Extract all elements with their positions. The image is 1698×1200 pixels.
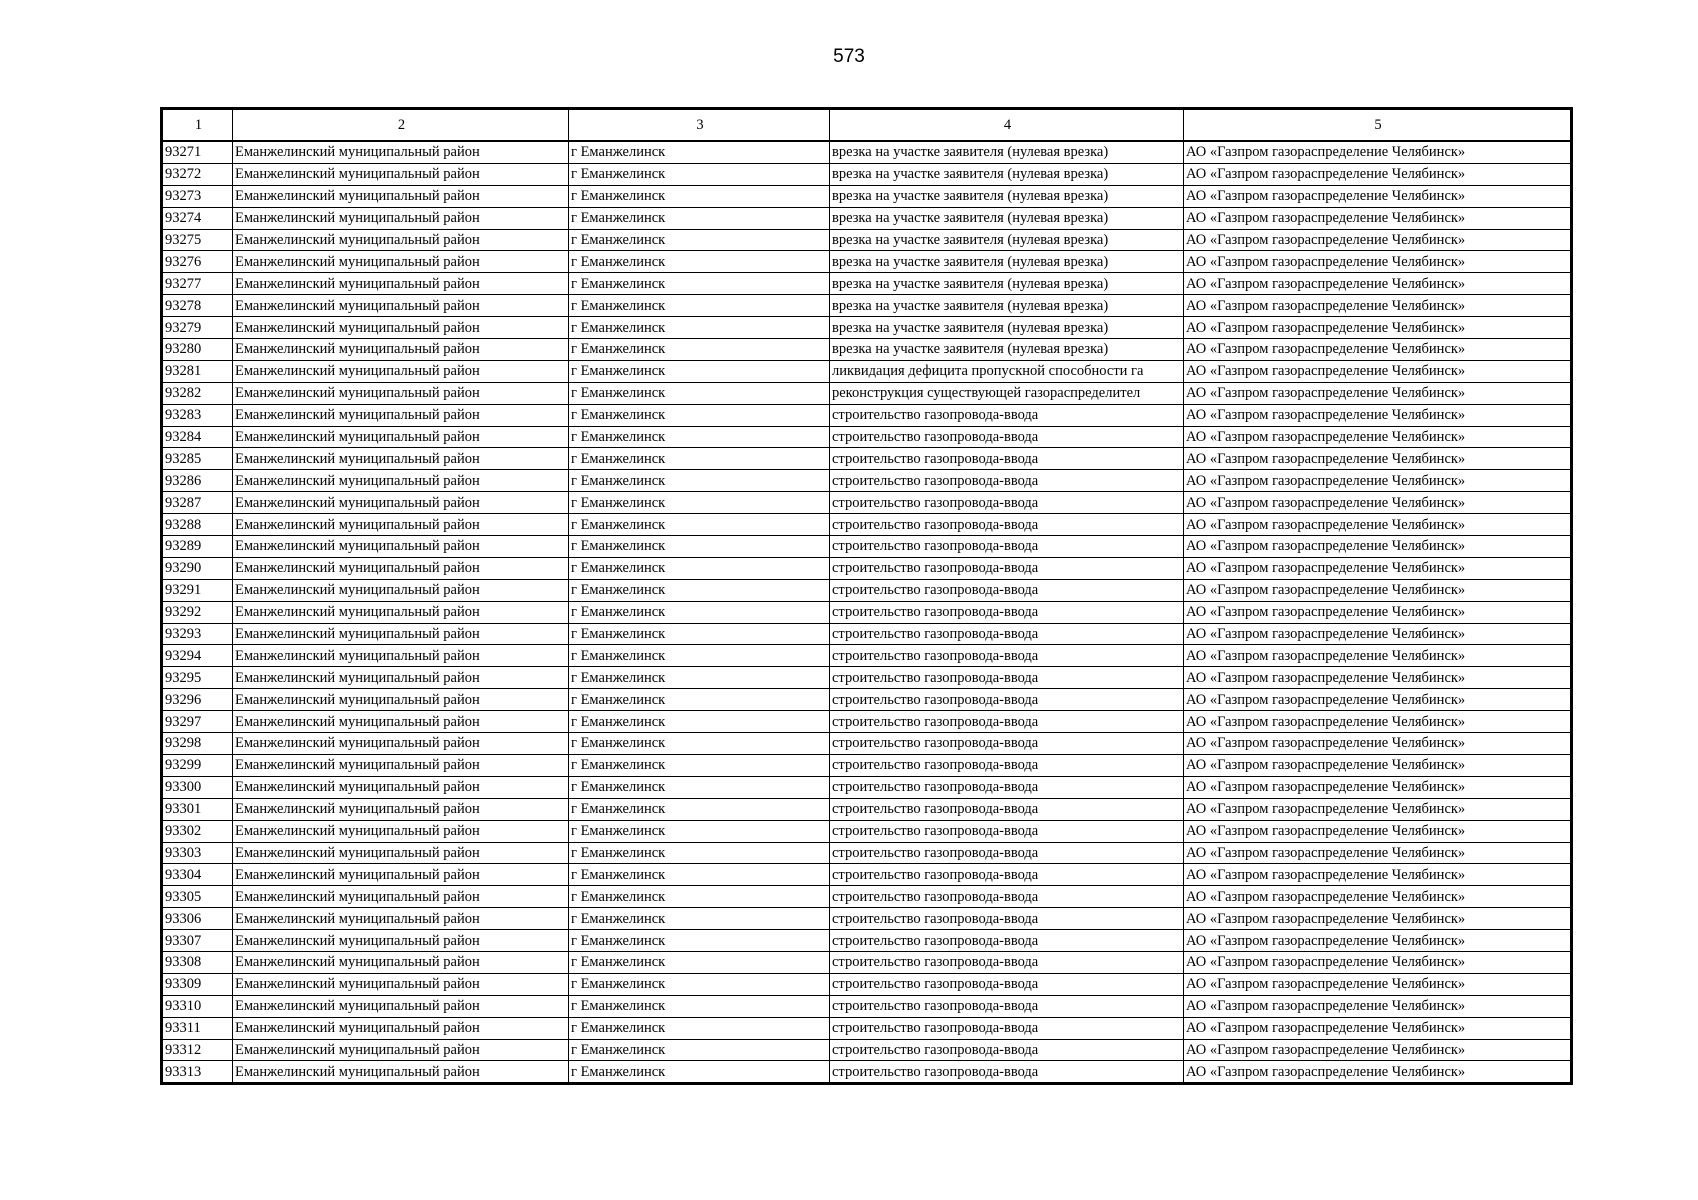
column-header-2: 2: [233, 110, 569, 142]
data-table: [162, 109, 1571, 1083]
table-row: [163, 360, 1571, 382]
locality-cell: г Еманжелинск: [569, 339, 830, 361]
table-row: [163, 711, 1571, 733]
row-number-cell: 93305: [163, 886, 233, 908]
district-cell: Еманжелинский муниципальный район: [233, 951, 569, 973]
work-type-cell: строительство газопровода-ввода: [830, 711, 1184, 733]
organization-cell: АО «Газпром газораспределение Челябинск»: [1184, 995, 1571, 1017]
district-cell: Еманжелинский муниципальный район: [233, 185, 569, 207]
organization-cell: АО «Газпром газораспределение Челябинск»: [1184, 273, 1571, 295]
row-number-cell: 93293: [163, 623, 233, 645]
locality-cell: г Еманжелинск: [569, 295, 830, 317]
row-number-cell: 93271: [163, 141, 233, 163]
organization-cell: АО «Газпром газораспределение Челябинск»: [1184, 798, 1571, 820]
work-type-cell: строительство газопровода-ввода: [830, 470, 1184, 492]
district-cell: Еманжелинский муниципальный район: [233, 251, 569, 273]
row-number-cell: 93280: [163, 339, 233, 361]
table-row: [163, 317, 1571, 339]
locality-cell: г Еманжелинск: [569, 754, 830, 776]
table-row: [163, 995, 1571, 1017]
locality-cell: г Еманжелинск: [569, 492, 830, 514]
work-type-cell: строительство газопровода-ввода: [830, 798, 1184, 820]
organization-cell: АО «Газпром газораспределение Челябинск»: [1184, 601, 1571, 623]
locality-cell: г Еманжелинск: [569, 1017, 830, 1039]
locality-cell: г Еманжелинск: [569, 776, 830, 798]
row-number-cell: 93312: [163, 1039, 233, 1061]
row-number-cell: 93310: [163, 995, 233, 1017]
table-body: [163, 141, 1571, 1083]
row-number-cell: 93279: [163, 317, 233, 339]
row-number-cell: 93286: [163, 470, 233, 492]
locality-cell: г Еманжелинск: [569, 360, 830, 382]
work-type-cell: врезка на участке заявителя (нулевая врезка): [830, 229, 1184, 251]
table-row: [163, 864, 1571, 886]
row-number-cell: 93292: [163, 601, 233, 623]
district-cell: Еманжелинский муниципальный район: [233, 711, 569, 733]
organization-cell: АО «Газпром газораспределение Челябинск»: [1184, 930, 1571, 952]
locality-cell: г Еманжелинск: [569, 470, 830, 492]
district-cell: Еманжелинский муниципальный район: [233, 317, 569, 339]
table-row: [163, 207, 1571, 229]
row-number-cell: 93273: [163, 185, 233, 207]
district-cell: Еманжелинский муниципальный район: [233, 973, 569, 995]
work-type-cell: строительство газопровода-ввода: [830, 733, 1184, 755]
work-type-cell: врезка на участке заявителя (нулевая врезка): [830, 163, 1184, 185]
district-cell: Еманжелинский муниципальный район: [233, 623, 569, 645]
organization-cell: АО «Газпром газораспределение Челябинск»: [1184, 951, 1571, 973]
locality-cell: г Еманжелинск: [569, 1039, 830, 1061]
row-number-cell: 93288: [163, 514, 233, 536]
locality-cell: г Еманжелинск: [569, 864, 830, 886]
locality-cell: г Еманжелинск: [569, 163, 830, 185]
table-header: [163, 110, 1571, 142]
locality-cell: г Еманжелинск: [569, 733, 830, 755]
table-row: [163, 185, 1571, 207]
row-number-cell: 93299: [163, 754, 233, 776]
work-type-cell: строительство газопровода-ввода: [830, 995, 1184, 1017]
district-cell: Еманжелинский муниципальный район: [233, 207, 569, 229]
column-header-1: 1: [163, 110, 233, 142]
work-type-cell: строительство газопровода-ввода: [830, 842, 1184, 864]
district-cell: Еманжелинский муниципальный район: [233, 1039, 569, 1061]
organization-cell: АО «Газпром газораспределение Челябинск»: [1184, 207, 1571, 229]
row-number-cell: 93296: [163, 689, 233, 711]
work-type-cell: строительство газопровода-ввода: [830, 820, 1184, 842]
row-number-cell: 93298: [163, 733, 233, 755]
row-number-cell: 93291: [163, 579, 233, 601]
locality-cell: г Еманжелинск: [569, 623, 830, 645]
work-type-cell: строительство газопровода-ввода: [830, 492, 1184, 514]
table-row: [163, 623, 1571, 645]
column-header-3: 3: [569, 110, 830, 142]
organization-cell: АО «Газпром газораспределение Челябинск»: [1184, 141, 1571, 163]
district-cell: Еманжелинский муниципальный район: [233, 536, 569, 558]
organization-cell: АО «Газпром газораспределение Челябинск»: [1184, 185, 1571, 207]
work-type-cell: строительство газопровода-ввода: [830, 579, 1184, 601]
column-header-5: 5: [1184, 110, 1571, 142]
district-cell: Еманжелинский муниципальный район: [233, 995, 569, 1017]
locality-cell: г Еманжелинск: [569, 842, 830, 864]
organization-cell: АО «Газпром газораспределение Челябинск»: [1184, 448, 1571, 470]
table-row: [163, 908, 1571, 930]
district-cell: Еманжелинский муниципальный район: [233, 295, 569, 317]
row-number-cell: 93307: [163, 930, 233, 952]
row-number-cell: 93294: [163, 645, 233, 667]
organization-cell: АО «Газпром газораспределение Челябинск»: [1184, 820, 1571, 842]
organization-cell: АО «Газпром газораспределение Челябинск»: [1184, 886, 1571, 908]
work-type-cell: строительство газопровода-ввода: [830, 448, 1184, 470]
row-number-cell: 93281: [163, 360, 233, 382]
table-row: [163, 820, 1571, 842]
row-number-cell: 93301: [163, 798, 233, 820]
district-cell: Еманжелинский муниципальный район: [233, 492, 569, 514]
work-type-cell: строительство газопровода-ввода: [830, 426, 1184, 448]
district-cell: Еманжелинский муниципальный район: [233, 601, 569, 623]
row-number-cell: 93274: [163, 207, 233, 229]
table-row: [163, 295, 1571, 317]
table-row: [163, 229, 1571, 251]
work-type-cell: врезка на участке заявителя (нулевая врезка): [830, 339, 1184, 361]
district-cell: Еманжелинский муниципальный район: [233, 689, 569, 711]
district-cell: Еманжелинский муниципальный район: [233, 163, 569, 185]
table-row: [163, 667, 1571, 689]
organization-cell: АО «Газпром газораспределение Челябинск»: [1184, 842, 1571, 864]
organization-cell: АО «Газпром газораспределение Челябинск»: [1184, 514, 1571, 536]
organization-cell: АО «Газпром газораспределение Челябинск»: [1184, 711, 1571, 733]
district-cell: Еманжелинский муниципальный район: [233, 864, 569, 886]
locality-cell: г Еманжелинск: [569, 579, 830, 601]
organization-cell: АО «Газпром газораспределение Челябинск»: [1184, 426, 1571, 448]
row-number-cell: 93289: [163, 536, 233, 558]
district-cell: Еманжелинский муниципальный район: [233, 886, 569, 908]
work-type-cell: врезка на участке заявителя (нулевая врезка): [830, 317, 1184, 339]
organization-cell: АО «Газпром газораспределение Челябинск»: [1184, 645, 1571, 667]
organization-cell: АО «Газпром газораспределение Челябинск»: [1184, 973, 1571, 995]
work-type-cell: врезка на участке заявителя (нулевая врезка): [830, 295, 1184, 317]
table-row: [163, 426, 1571, 448]
locality-cell: г Еманжелинск: [569, 711, 830, 733]
row-number-cell: 93284: [163, 426, 233, 448]
work-type-cell: строительство газопровода-ввода: [830, 864, 1184, 886]
district-cell: Еманжелинский муниципальный район: [233, 339, 569, 361]
table-row: [163, 798, 1571, 820]
organization-cell: АО «Газпром газораспределение Челябинск»: [1184, 908, 1571, 930]
table-row: [163, 470, 1571, 492]
district-cell: Еманжелинский муниципальный район: [233, 842, 569, 864]
organization-cell: АО «Газпром газораспределение Челябинск»: [1184, 492, 1571, 514]
row-number-cell: 93313: [163, 1061, 233, 1083]
district-cell: Еманжелинский муниципальный район: [233, 579, 569, 601]
row-number-cell: 93306: [163, 908, 233, 930]
table-row: [163, 1039, 1571, 1061]
locality-cell: г Еманжелинск: [569, 229, 830, 251]
district-cell: Еманжелинский муниципальный район: [233, 754, 569, 776]
organization-cell: АО «Газпром газораспределение Челябинск»: [1184, 557, 1571, 579]
work-type-cell: строительство газопровода-ввода: [830, 623, 1184, 645]
organization-cell: АО «Газпром газораспределение Челябинск»: [1184, 1017, 1571, 1039]
table-row: [163, 448, 1571, 470]
locality-cell: г Еманжелинск: [569, 557, 830, 579]
work-type-cell: строительство газопровода-ввода: [830, 930, 1184, 952]
district-cell: Еманжелинский муниципальный район: [233, 908, 569, 930]
work-type-cell: строительство газопровода-ввода: [830, 689, 1184, 711]
locality-cell: г Еманжелинск: [569, 273, 830, 295]
locality-cell: г Еманжелинск: [569, 317, 830, 339]
organization-cell: АО «Газпром газораспределение Челябинск»: [1184, 360, 1571, 382]
district-cell: Еманжелинский муниципальный район: [233, 776, 569, 798]
work-type-cell: строительство газопровода-ввода: [830, 667, 1184, 689]
organization-cell: АО «Газпром газораспределение Челябинск»: [1184, 470, 1571, 492]
work-type-cell: строительство газопровода-ввода: [830, 908, 1184, 930]
organization-cell: АО «Газпром газораспределение Челябинск»: [1184, 733, 1571, 755]
organization-cell: АО «Газпром газораспределение Челябинск»: [1184, 579, 1571, 601]
work-type-cell: врезка на участке заявителя (нулевая врезка): [830, 141, 1184, 163]
work-type-cell: строительство газопровода-ввода: [830, 557, 1184, 579]
work-type-cell: строительство газопровода-ввода: [830, 886, 1184, 908]
locality-cell: г Еманжелинск: [569, 930, 830, 952]
district-cell: Еманжелинский муниципальный район: [233, 557, 569, 579]
row-number-cell: 93282: [163, 382, 233, 404]
work-type-cell: врезка на участке заявителя (нулевая врезка): [830, 185, 1184, 207]
organization-cell: АО «Газпром газораспределение Челябинск»: [1184, 1039, 1571, 1061]
locality-cell: г Еманжелинск: [569, 645, 830, 667]
district-cell: Еманжелинский муниципальный район: [233, 798, 569, 820]
district-cell: Еманжелинский муниципальный район: [233, 733, 569, 755]
locality-cell: г Еманжелинск: [569, 141, 830, 163]
row-number-cell: 93308: [163, 951, 233, 973]
row-number-cell: 93285: [163, 448, 233, 470]
locality-cell: г Еманжелинск: [569, 448, 830, 470]
organization-cell: АО «Газпром газораспределение Челябинск»: [1184, 667, 1571, 689]
row-number-cell: 93276: [163, 251, 233, 273]
locality-cell: г Еманжелинск: [569, 382, 830, 404]
row-number-cell: 93287: [163, 492, 233, 514]
district-cell: Еманжелинский муниципальный район: [233, 1017, 569, 1039]
page-number: 573: [833, 46, 865, 67]
row-number-cell: 93311: [163, 1017, 233, 1039]
organization-cell: АО «Газпром газораспределение Челябинск»: [1184, 251, 1571, 273]
table-row: [163, 842, 1571, 864]
locality-cell: г Еманжелинск: [569, 1061, 830, 1083]
row-number-cell: 93283: [163, 404, 233, 426]
district-cell: Еманжелинский муниципальный район: [233, 514, 569, 536]
table-row: [163, 601, 1571, 623]
row-number-cell: 93277: [163, 273, 233, 295]
locality-cell: г Еманжелинск: [569, 908, 830, 930]
organization-cell: АО «Газпром газораспределение Челябинск»: [1184, 295, 1571, 317]
table-row: [163, 404, 1571, 426]
table-row: [163, 382, 1571, 404]
row-number-cell: 93297: [163, 711, 233, 733]
organization-cell: АО «Газпром газораспределение Челябинск»: [1184, 339, 1571, 361]
work-type-cell: строительство газопровода-ввода: [830, 536, 1184, 558]
organization-cell: АО «Газпром газораспределение Челябинск»: [1184, 864, 1571, 886]
row-number-cell: 93309: [163, 973, 233, 995]
work-type-cell: строительство газопровода-ввода: [830, 754, 1184, 776]
table-row: [163, 733, 1571, 755]
row-number-cell: 93275: [163, 229, 233, 251]
work-type-cell: врезка на участке заявителя (нулевая врезка): [830, 207, 1184, 229]
table-row: [163, 514, 1571, 536]
work-type-cell: строительство газопровода-ввода: [830, 404, 1184, 426]
work-type-cell: строительство газопровода-ввода: [830, 1061, 1184, 1083]
locality-cell: г Еманжелинск: [569, 951, 830, 973]
row-number-cell: 93272: [163, 163, 233, 185]
locality-cell: г Еманжелинск: [569, 995, 830, 1017]
locality-cell: г Еманжелинск: [569, 251, 830, 273]
work-type-cell: врезка на участке заявителя (нулевая врезка): [830, 273, 1184, 295]
organization-cell: АО «Газпром газораспределение Челябинск»: [1184, 382, 1571, 404]
table-row: [163, 557, 1571, 579]
work-type-cell: реконструкция существующей газораспределител: [830, 382, 1184, 404]
locality-cell: г Еманжелинск: [569, 404, 830, 426]
row-number-cell: 93303: [163, 842, 233, 864]
locality-cell: г Еманжелинск: [569, 973, 830, 995]
table-row: [163, 951, 1571, 973]
district-cell: Еманжелинский муниципальный район: [233, 448, 569, 470]
work-type-cell: строительство газопровода-ввода: [830, 601, 1184, 623]
locality-cell: г Еманжелинск: [569, 514, 830, 536]
table-row: [163, 1017, 1571, 1039]
work-type-cell: строительство газопровода-ввода: [830, 973, 1184, 995]
work-type-cell: строительство газопровода-ввода: [830, 1017, 1184, 1039]
organization-cell: АО «Газпром газораспределение Челябинск»: [1184, 1061, 1571, 1083]
district-cell: Еманжелинский муниципальный район: [233, 141, 569, 163]
work-type-cell: ликвидация дефицита пропускной способности га: [830, 360, 1184, 382]
organization-cell: АО «Газпром газораспределение Челябинск»: [1184, 689, 1571, 711]
organization-cell: АО «Газпром газораспределение Челябинск»: [1184, 754, 1571, 776]
header-row: [163, 110, 1571, 142]
table-row: [163, 339, 1571, 361]
locality-cell: г Еманжелинск: [569, 207, 830, 229]
locality-cell: г Еманжелинск: [569, 601, 830, 623]
organization-cell: АО «Газпром газораспределение Челябинск»: [1184, 229, 1571, 251]
organization-cell: АО «Газпром газораспределение Челябинск»: [1184, 776, 1571, 798]
work-type-cell: врезка на участке заявителя (нулевая врезка): [830, 251, 1184, 273]
table-row: [163, 536, 1571, 558]
district-cell: Еманжелинский муниципальный район: [233, 426, 569, 448]
row-number-cell: 93304: [163, 864, 233, 886]
table-row: [163, 251, 1571, 273]
locality-cell: г Еманжелинск: [569, 689, 830, 711]
district-cell: Еманжелинский муниципальный район: [233, 1061, 569, 1083]
table-row: [163, 273, 1571, 295]
table-row: [163, 776, 1571, 798]
column-header-4: 4: [830, 110, 1184, 142]
district-cell: Еманжелинский муниципальный район: [233, 382, 569, 404]
locality-cell: г Еманжелинск: [569, 536, 830, 558]
work-type-cell: строительство газопровода-ввода: [830, 645, 1184, 667]
work-type-cell: строительство газопровода-ввода: [830, 514, 1184, 536]
locality-cell: г Еманжелинск: [569, 820, 830, 842]
work-type-cell: строительство газопровода-ввода: [830, 776, 1184, 798]
locality-cell: г Еманжелинск: [569, 886, 830, 908]
district-cell: Еманжелинский муниципальный район: [233, 470, 569, 492]
district-cell: Еманжелинский муниципальный район: [233, 667, 569, 689]
table-row: [163, 163, 1571, 185]
work-type-cell: строительство газопровода-ввода: [830, 1039, 1184, 1061]
organization-cell: АО «Газпром газораспределение Челябинск»: [1184, 623, 1571, 645]
organization-cell: АО «Газпром газораспределение Челябинск»: [1184, 536, 1571, 558]
locality-cell: г Еманжелинск: [569, 667, 830, 689]
district-cell: Еманжелинский муниципальный район: [233, 404, 569, 426]
district-cell: Еманжелинский муниципальный район: [233, 930, 569, 952]
table-row: [163, 1061, 1571, 1083]
row-number-cell: 93278: [163, 295, 233, 317]
district-cell: Еманжелинский муниципальный район: [233, 360, 569, 382]
organization-cell: АО «Газпром газораспределение Челябинск»: [1184, 317, 1571, 339]
table-row: [163, 689, 1571, 711]
locality-cell: г Еманжелинск: [569, 798, 830, 820]
locality-cell: г Еманжелинск: [569, 426, 830, 448]
row-number-cell: 93302: [163, 820, 233, 842]
district-cell: Еманжелинский муниципальный район: [233, 273, 569, 295]
table-row: [163, 973, 1571, 995]
table-row: [163, 492, 1571, 514]
district-cell: Еманжелинский муниципальный район: [233, 229, 569, 251]
row-number-cell: 93290: [163, 557, 233, 579]
table-row: [163, 579, 1571, 601]
table-row: [163, 141, 1571, 163]
district-cell: Еманжелинский муниципальный район: [233, 645, 569, 667]
table-row: [163, 754, 1571, 776]
table-row: [163, 886, 1571, 908]
row-number-cell: 93300: [163, 776, 233, 798]
table-row: [163, 645, 1571, 667]
organization-cell: АО «Газпром газораспределение Челябинск»: [1184, 163, 1571, 185]
row-number-cell: 93295: [163, 667, 233, 689]
table-row: [163, 930, 1571, 952]
locality-cell: г Еманжелинск: [569, 185, 830, 207]
organization-cell: АО «Газпром газораспределение Челябинск»: [1184, 404, 1571, 426]
work-type-cell: строительство газопровода-ввода: [830, 951, 1184, 973]
district-cell: Еманжелинский муниципальный район: [233, 820, 569, 842]
